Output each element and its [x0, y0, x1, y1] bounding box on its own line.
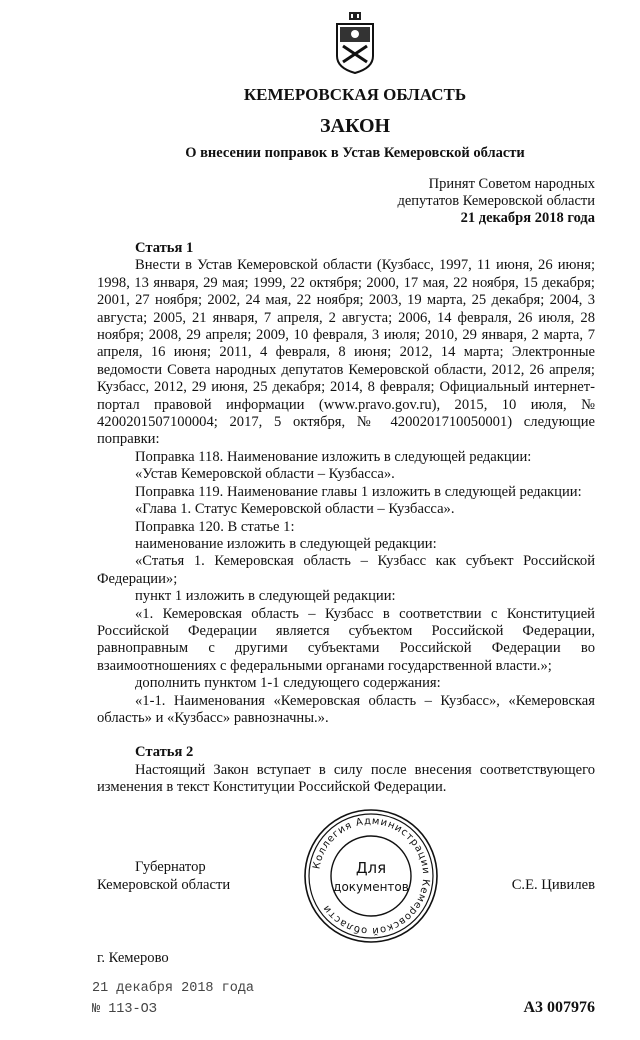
seal-ring-text: Коллегия Администрации Кемеровской области	[311, 815, 432, 936]
amendment-paragraph: Поправка 118. Наименование изложить в следующей редакции:	[135, 448, 532, 465]
amendment-paragraph: Поправка 120. В статье 1:	[135, 518, 295, 535]
law-subtitle: О внесении поправок в Устав Кемеровской области	[185, 145, 525, 161]
seal-center-line-2: документов	[333, 879, 409, 894]
amendment-paragraph: «1. Кемеровская область – Кузбасс в соответствии с Конституцией Российской Федерации является субъектом Российской Федерации, равноправным с другими субъектами Российской Федерации во взаимоотношениях с федеральными органами государственной власти.»;	[97, 605, 595, 674]
seal-center-line-1: Для	[355, 858, 387, 877]
signer-name: С.Е. Цивилев	[511, 876, 595, 893]
article-1-intro: Внести в Устав Кемеровской области (Кузбасс, 1997, 11 июня, 26 июня; 1998, 13 января, 29 мая; 1999, 22 октября; 2000, 17 мая, 22 ноября, 15 декабря; 2001, 27 ноября; 2002, 24 мая, 22 ноября; 2003, 19 марта, 25 декабря; 2004, 3 августа; 2005, 21 января, 7 апреля, 2 августа; 2006, 14 февраля, 26 июля, 28 ноября; 2008, 29 апреля; 2009, 10 февраля, 3 июля; 2010, 29 января, 2 марта, 7 апреля, 16 июня; 2011, 4 февраля, 8 июня; 2012, 14 марта; Электронные ведомости Совета народных депутатов Кемеровской области, 2012, 26 апреля; Кузбасс, 2012, 29 июня, 25 декабря; 2014, 8 февраля; Официальный интернет-портал правовой информации (www.pravo.gov.ru), 2015, 10 июля, № 4200201507100004; 2017, 5 октября, № 4200201710050001) следующие поправки:	[97, 257, 595, 448]
serial-number: А3 007976	[523, 998, 595, 1016]
signer-position-line-1: Губернатор	[135, 858, 206, 875]
adoption-date: 21 декабря 2018 года	[460, 210, 595, 226]
city: г. Кемерово	[97, 949, 169, 966]
adoption-line-2: депутатов Кемеровской области	[397, 193, 595, 209]
article-1-title: Статья 1	[135, 240, 194, 256]
amendment-paragraph: «Устав Кемеровской области – Кузбасса».	[135, 466, 395, 483]
coat-of-arms-emblem	[335, 12, 375, 74]
region-heading: КЕМЕРОВСКАЯ ОБЛАСТЬ	[243, 85, 467, 104]
amendment-paragraph: наименование изложить в следующей редакции:	[135, 535, 437, 552]
amendment-paragraph: «1-1. Наименования «Кемеровская область – Кузбасс», «Кемеровская область» и «Кузбасс» равнозначны.».	[97, 692, 595, 726]
amendment-paragraph: «Глава 1. Статус Кемеровской области – Кузбасса».	[135, 501, 455, 518]
signer-position-line-2: Кемеровской области	[97, 876, 231, 893]
amendment-paragraph: Поправка 119. Наименование главы 1 изложить в следующей редакции:	[135, 483, 582, 500]
stamped-date: 21 декабря 2018 года	[92, 980, 255, 996]
amendment-paragraph: «Статья 1. Кемеровская область – Кузбасс как субъект Российской Федерации»;	[97, 553, 595, 587]
adoption-line-1: Принят Советом народных	[428, 176, 595, 192]
official-seal-stamp	[302, 807, 440, 945]
article-2-title: Статья 2	[135, 744, 194, 761]
amendment-paragraph: пункт 1 изложить в следующей редакции:	[135, 588, 396, 605]
signature-block	[97, 807, 595, 945]
article-2-text: Настоящий Закон вступает в силу после внесения соответствующего изменения в текст Конституции Российской Федерации.	[97, 761, 595, 796]
adoption-info	[97, 176, 595, 227]
document-type-heading: ЗАКОН	[319, 115, 391, 137]
law-number: № 113-ОЗ	[92, 1001, 157, 1017]
amendment-paragraph: дополнить пунктом 1-1 следующего содержания:	[135, 675, 441, 692]
law-body	[97, 240, 595, 797]
